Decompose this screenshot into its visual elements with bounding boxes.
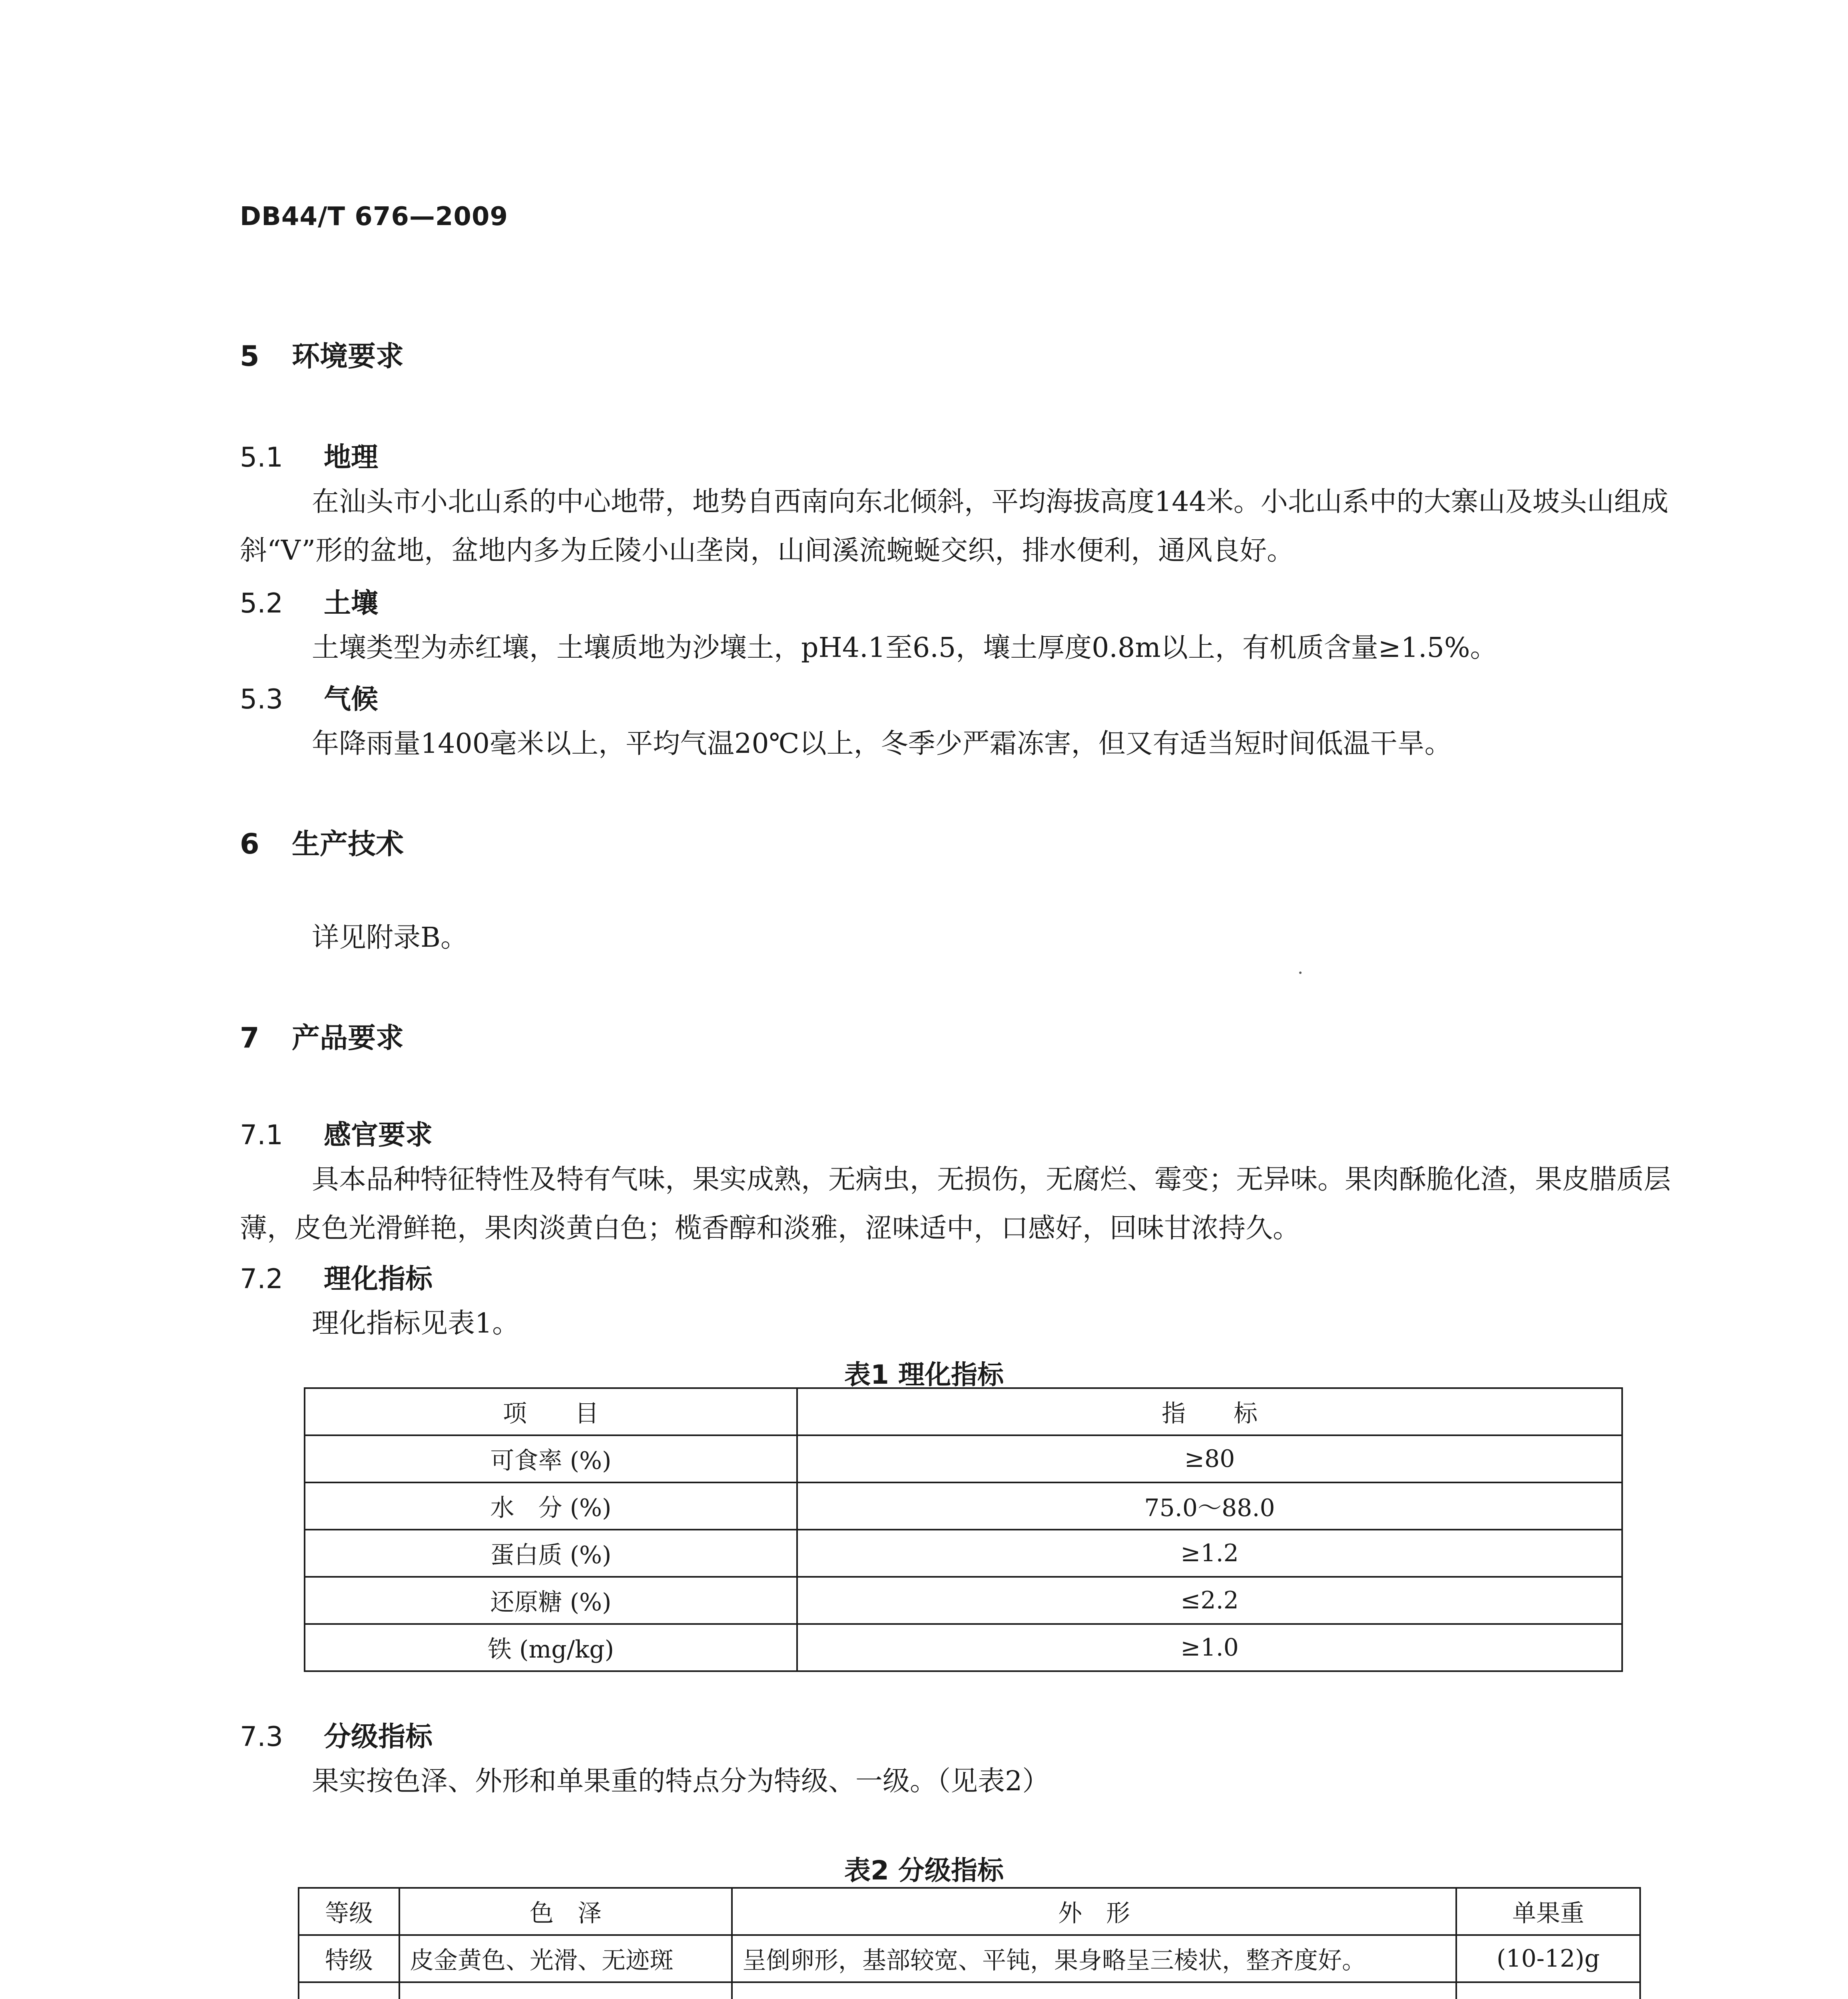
section-6-text: 详见附录B。: [312, 922, 468, 954]
section-5-2-text: 土壤类型为赤红壤，土壤质地为沙壤土，pH4.1至6.5，壤土厚度0.8m以上，有机质含量≥1.5%。: [312, 632, 1497, 664]
section-title: 分级指标: [324, 1721, 433, 1753]
doc-number: DB44/T 676—2009: [240, 202, 508, 231]
section-7-2-text: 理化指标见表1。: [312, 1308, 520, 1339]
table-1-caption: 表1 理化指标: [844, 1359, 1004, 1390]
table-row: [305, 1435, 1622, 1482]
table-row: [305, 1577, 1622, 1624]
section-title: 地理: [324, 442, 379, 473]
table-header-row: [299, 1888, 1640, 1935]
value-cell: ≥80: [797, 1435, 1622, 1482]
section-5-3-text: 年降雨量1400毫米以上，平均气温20℃以上，冬季少严霜冻害，但又有适当短时间低温干旱。: [312, 728, 1452, 760]
item-cell: 水 分 (%): [305, 1482, 797, 1530]
section-number: 5.3: [240, 684, 283, 715]
section-6-heading: [240, 822, 404, 862]
section-5-2-heading: [240, 582, 378, 620]
section-number: 7.1: [240, 1119, 283, 1151]
table-row: [299, 1982, 1640, 1999]
section-number: 5: [240, 340, 259, 373]
table-1: [304, 1387, 1623, 1672]
weight-cell: (10-12)g: [1456, 1935, 1640, 1982]
section-7-1-heading: [240, 1113, 433, 1152]
section-5-1-heading: [240, 436, 378, 475]
section-title: 产品要求: [292, 1021, 404, 1054]
section-5-1-text: 在汕头市小北山系的中心地带，地势自西南向东北倾斜，平均海拔高度144米。小北山系中的大寨山及坡头山组成斜“V”形的盆地，盆地内多为丘陵小山垄岗，山间溪流蜿蜒交织，排水便利，通风良好。: [240, 486, 1669, 567]
scan-speck: [1299, 972, 1302, 974]
weight-cell: [1456, 1982, 1640, 1999]
section-title: 气候: [324, 684, 379, 715]
section-5-3-heading: [240, 678, 378, 716]
item-cell: 铁 (mg/kg): [305, 1624, 797, 1671]
section-number: 7: [240, 1021, 259, 1054]
table-header-row: [305, 1388, 1622, 1435]
item-cell: 还原糖 (%): [305, 1577, 797, 1624]
shape-cell: [732, 1982, 1456, 1999]
table-2-caption: 表2 分级指标: [844, 1855, 1004, 1886]
section-number: 5.1: [240, 442, 283, 473]
section-7-3-text: 果实按色泽、外形和单果重的特点分为特级、一级。（见表2）: [312, 1766, 1050, 1797]
column-header: 外 形: [732, 1888, 1456, 1935]
section-number: 7.3: [240, 1721, 283, 1753]
section-7-2-heading: [240, 1257, 433, 1296]
value-cell: ≤2.2: [797, 1577, 1622, 1624]
column-header: 色 泽: [399, 1888, 732, 1935]
item-cell: 可食率 (%): [305, 1435, 797, 1482]
section-number: 5.2: [240, 588, 283, 619]
section-title: 生产技术: [292, 828, 404, 860]
table-row: [305, 1482, 1622, 1530]
shape-cell: 呈倒卵形，基部较宽、平钝，果身略呈三棱状，整齐度好。: [732, 1935, 1456, 1982]
column-header: 等级: [299, 1888, 399, 1935]
grade-cell: [299, 1982, 399, 1999]
section-title: 理化指标: [324, 1263, 433, 1295]
table-row: [299, 1935, 1640, 1982]
section-number: 7.2: [240, 1263, 283, 1295]
section-number: 6: [240, 828, 259, 860]
column-header: 项 目: [305, 1388, 797, 1435]
table-2: [298, 1887, 1641, 1999]
section-7-heading: [240, 1015, 404, 1056]
value-cell: ≥1.0: [797, 1624, 1622, 1671]
column-header: 单果重: [1456, 1888, 1640, 1935]
section-title: 环境要求: [292, 340, 404, 373]
item-cell: 蛋白质 (%): [305, 1530, 797, 1577]
column-header: 指 标: [797, 1388, 1622, 1435]
value-cell: ≥1.2: [797, 1530, 1622, 1577]
grade-cell: 特级: [299, 1935, 399, 1982]
value-cell: 75.0～88.0: [797, 1482, 1622, 1530]
section-5-heading: [240, 334, 404, 374]
table-row: [305, 1530, 1622, 1577]
section-title: 土壤: [324, 588, 379, 619]
color-cell: [399, 1982, 732, 1999]
color-cell: 皮金黄色、光滑、无迹斑: [399, 1935, 732, 1982]
table-row: [305, 1624, 1622, 1671]
section-title: 感官要求: [324, 1119, 433, 1151]
section-7-1-text: 具本品种特征特性及特有气味，果实成熟，无病虫，无损伤，无腐烂、霉变；无异味。果肉酥脆化渣，果皮腊质层薄，皮色光滑鲜艳，果肉淡黄白色；榄香醇和淡雅，涩味适中，口感好，回味甘浓持久。: [240, 1164, 1671, 1244]
section-7-3-heading: [240, 1715, 433, 1754]
